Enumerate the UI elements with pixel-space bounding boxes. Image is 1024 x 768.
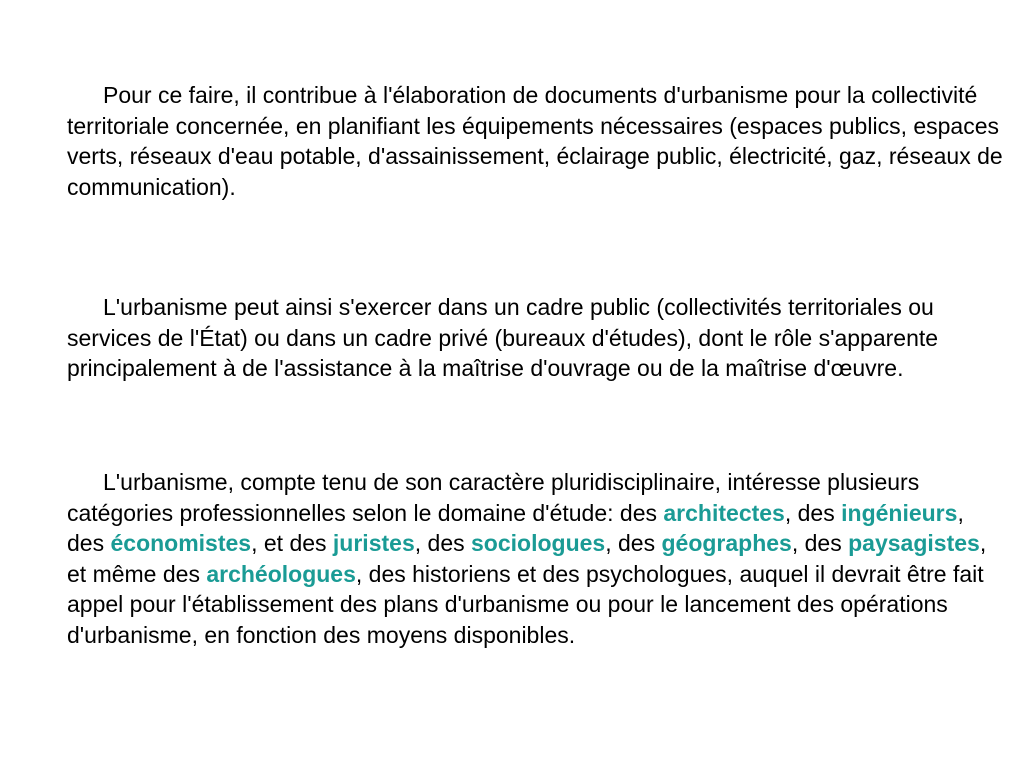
keyword-architectes: architectes xyxy=(663,499,785,526)
professions-intro: L'urbanisme, compte tenu de son caractère pluridisciplinaire, intéresse plusieurs catégories professionnelles selon le domaine d'étude: des xyxy=(67,469,920,526)
separator: , des xyxy=(414,530,472,556)
keyword-geographes: géographes xyxy=(661,530,792,556)
separator: , et des xyxy=(251,530,333,556)
separator: , des xyxy=(67,499,964,556)
separator: , des xyxy=(791,530,849,556)
paragraph-professions xyxy=(67,467,1007,650)
separator: , des xyxy=(784,499,842,526)
paragraph-public-private-text: L'urbanisme peut ainsi s'exercer dans un cadre public (collectivités territoriales ou services de l'État) ou dans un cadre privé (bureaux d'études), dont le rôle s'apparente principalement à de l'assistance à la maîtrise d'ouvrage ou de la maîtrise d'œuvre. xyxy=(67,294,939,381)
keyword-juristes: juristes xyxy=(332,530,415,556)
separator: , et même des xyxy=(67,530,987,587)
professions-outro: , des historiens et des psychologues, auquel il devrait être fait appel pour l'établissement des plans d'urbanisme ou pour le lancement des opérations d'urbanisme, en fonction des moyens disponibles. xyxy=(67,560,984,648)
keyword-ingenieurs: ingénieurs xyxy=(841,499,958,526)
keyword-paysagistes: paysagistes xyxy=(848,530,980,556)
paragraph-planning xyxy=(67,80,1007,202)
paragraph-public-private xyxy=(67,292,1007,384)
keyword-sociologues: sociologues xyxy=(471,530,606,556)
keyword-archeologues: archéologues xyxy=(206,560,356,587)
paragraph-planning-text: Pour ce faire, il contribue à l'élaboration de documents d'urbanisme pour la collectivité territoriale concernée, en planifiant les équipements nécessaires (espaces publics, espaces verts, réseaux d'eau potable, d'assainissement, éclairage public, électricité, gaz, réseaux de communication). xyxy=(67,82,1003,200)
separator: , des xyxy=(605,530,662,556)
keyword-economistes: économistes xyxy=(110,530,252,556)
